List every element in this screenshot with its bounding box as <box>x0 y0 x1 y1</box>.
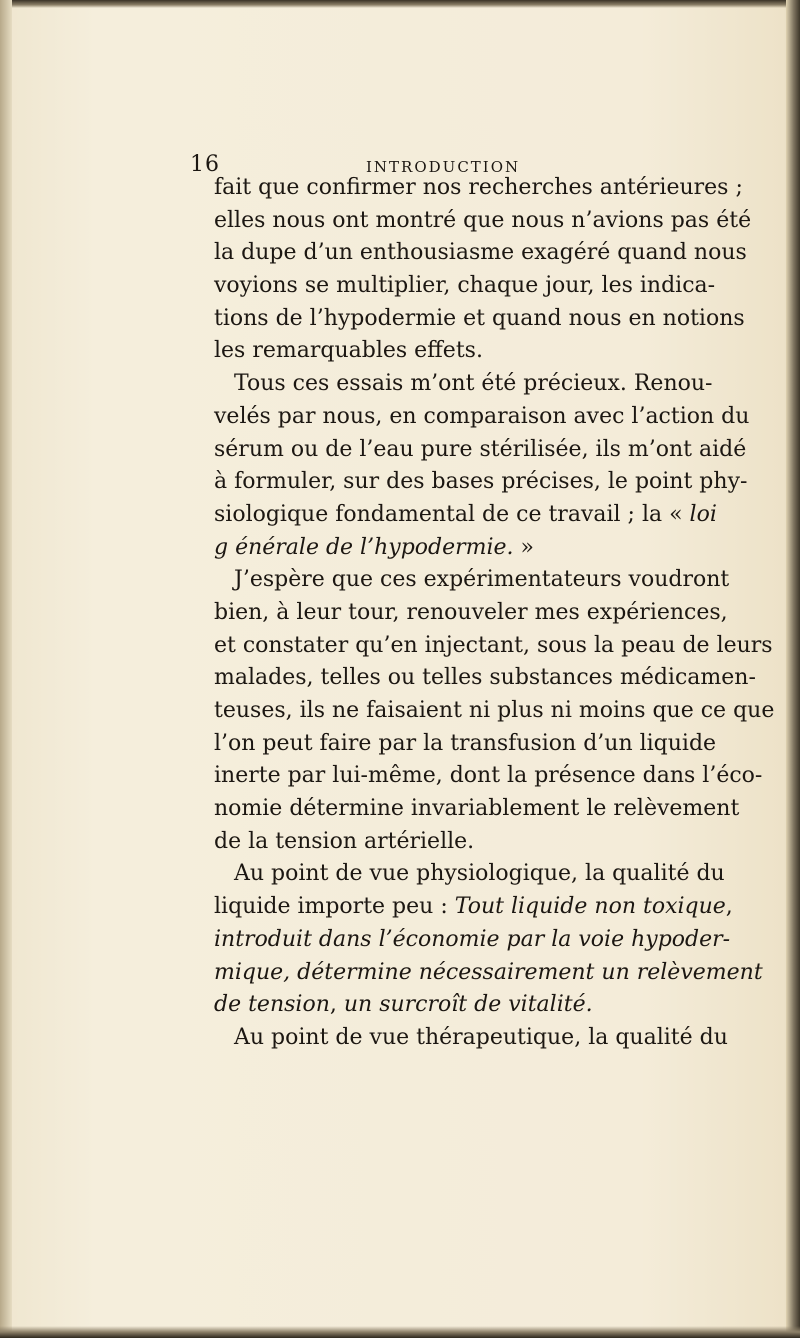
text-line: voyions se multiplier, chaque jour, les indica- <box>214 273 716 299</box>
page-top-edge <box>0 0 800 8</box>
page-right-edge <box>786 0 800 1338</box>
text-line: velés par nous, en comparaison avec l’action du <box>214 403 750 429</box>
text-line: g énérale de l’hypodermie. » <box>214 534 534 560</box>
text-line: bien, à leur tour, renouveler mes expériences, <box>214 599 728 625</box>
text-line: J’espère que ces expérimentateurs voudront <box>234 567 730 593</box>
text-line: inerte par lui-même, dont la présence dans l’éco- <box>214 763 763 789</box>
text-line: Tous ces essais m’ont été précieux. Renou- <box>234 371 713 397</box>
text-line: sérum ou de l’eau pure stérilisée, ils m’ont aidé <box>214 436 747 462</box>
text-line: à formuler, sur des bases précises, le point phy- <box>214 469 748 495</box>
text-line: elles nous ont montré que nous n’avions pas été <box>214 207 752 233</box>
text-line: fait que confirmer nos recherches antérieures ; <box>214 175 743 200</box>
page-left-edge <box>0 0 12 1338</box>
running-head: INTRODUCTION <box>366 158 521 176</box>
text-line: et constater qu’en injectant, sous la peau de leurs <box>214 632 773 658</box>
text-line: la dupe d’un enthousiasme exagéré quand nous <box>214 240 747 266</box>
text-line: teuses, ils ne faisaient ni plus ni moins que ce que <box>214 698 775 723</box>
text-line: l’on peut faire par la transfusion d’un liquide <box>214 730 717 756</box>
page-number: 16 <box>190 152 220 177</box>
page-bottom-edge <box>0 1326 800 1338</box>
text-line: nomie détermine invariablement le relèvement <box>214 796 740 822</box>
text-line: tions de l’hypodermie et quand nous en notions <box>214 305 745 331</box>
text-line: siologique fondamental de ce travail ; la « loi <box>214 501 717 527</box>
body-text <box>214 172 775 1055</box>
text-line: malades, telles ou telles substances médicamen- <box>214 665 756 691</box>
text-line: mique, détermine nécessairement un relèvement <box>214 959 763 985</box>
text-line: les remarquables effets. <box>214 338 483 364</box>
text-line: de tension, un surcroît de vitalité. <box>214 992 593 1018</box>
text-line: Au point de vue thérapeutique, la qualité du <box>234 1024 728 1050</box>
text-line: Au point de vue physiologique, la qualité du <box>234 861 725 887</box>
text-line: introduit dans l’économie par la voie hypoder- <box>214 926 731 952</box>
text-line: de la tension artérielle. <box>214 828 475 854</box>
text-line: liquide importe peu : Tout liquide non toxique, <box>214 894 733 920</box>
